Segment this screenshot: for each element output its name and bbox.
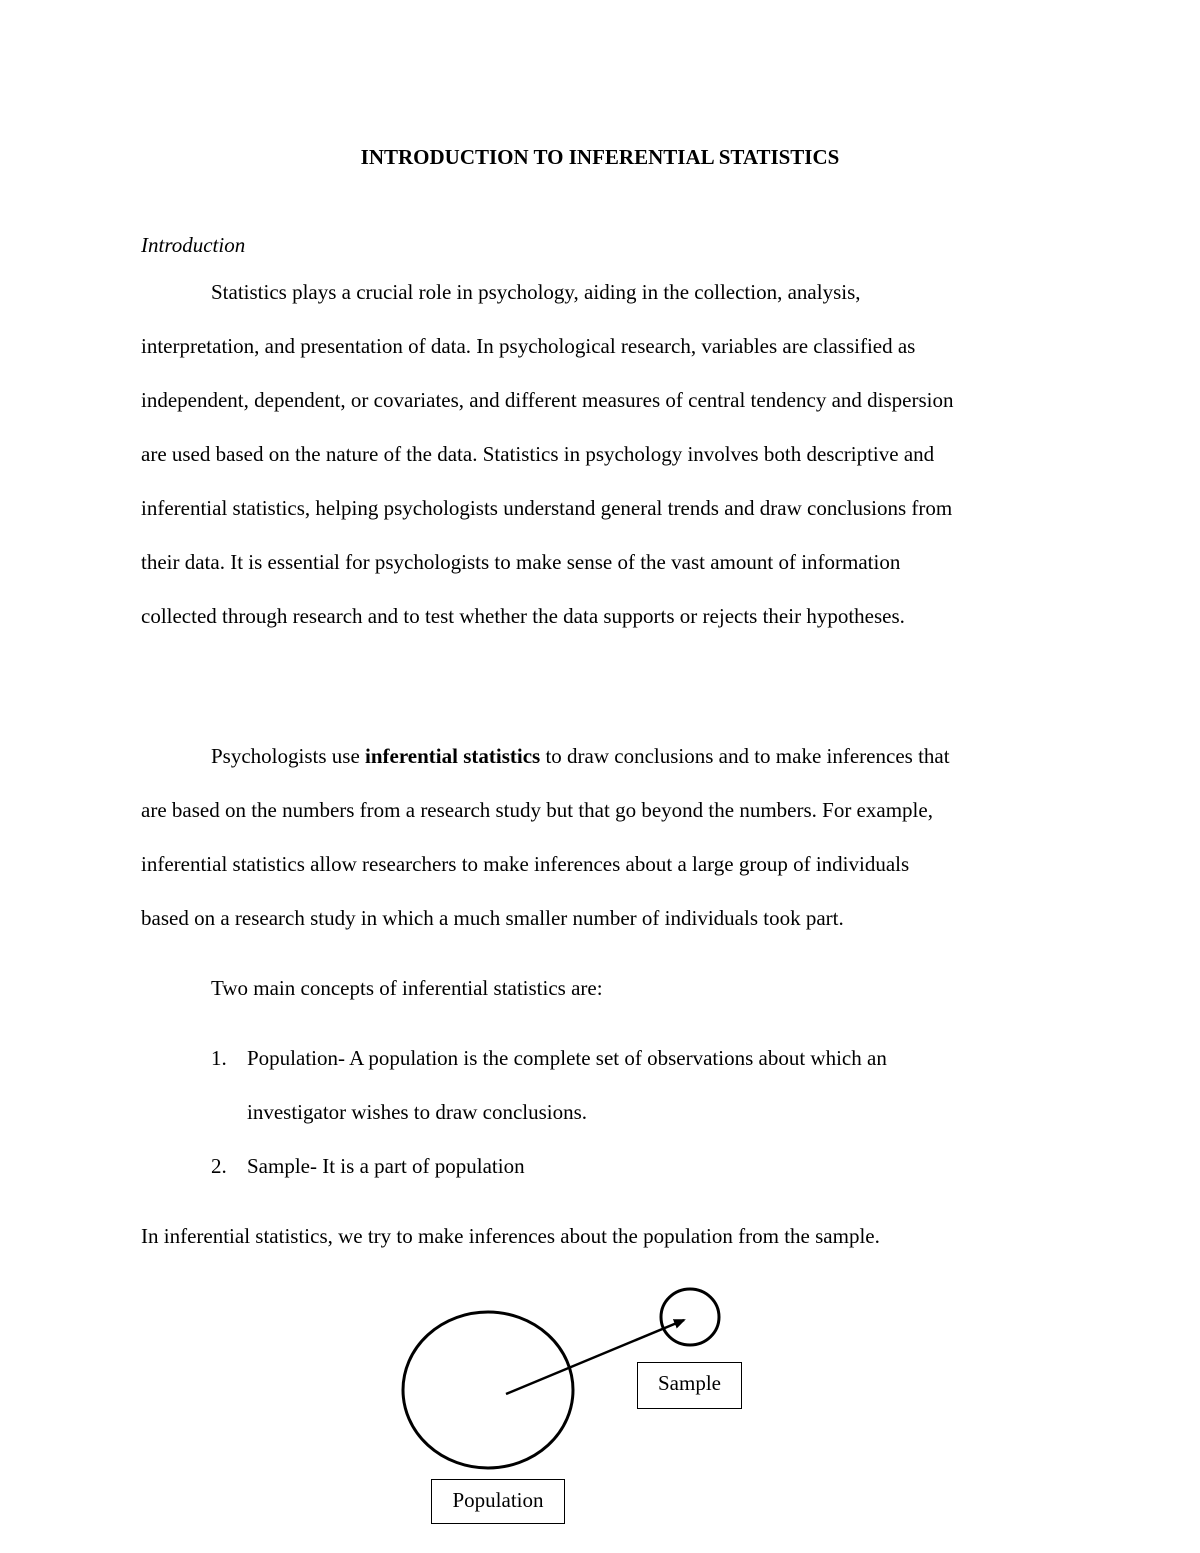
paragraph2-bold-term: inferential statistics xyxy=(365,744,541,768)
population-label: Population xyxy=(452,1488,544,1512)
paragraph1-line-3: independent, dependent, or covariates, and different measures of central tendency and dispersion xyxy=(141,388,954,412)
paragraph1-line-7: collected through research and to test whether the data supports or rejects their hypotheses. xyxy=(141,604,905,628)
sample-label: Sample xyxy=(658,1371,721,1395)
list-number-2: 2. xyxy=(211,1154,227,1178)
paragraph2-line-4: based on a research study in which a much smaller number of individuals took part. xyxy=(141,906,844,930)
paragraph1-line-5: inferential statistics, helping psychologists understand general trends and draw conclusions from xyxy=(141,496,953,520)
paragraph1-line-1: Statistics plays a crucial role in psychology, aiding in the collection, analysis, xyxy=(211,280,861,304)
paragraph2-text-before: Psychologists use xyxy=(211,744,366,768)
document-title: INTRODUCTION TO INFERENTIAL STATISTICS xyxy=(360,145,840,169)
population-label-box xyxy=(431,1479,565,1524)
list-item-2-line-1: Sample- It is a part of population xyxy=(247,1154,525,1178)
list-number-1: 1. xyxy=(211,1046,227,1070)
paragraph2-line-3: inferential statistics allow researchers to make inferences about a large group of individuals xyxy=(141,852,910,876)
list-item-1-line-1: Population- A population is the complete set of observations about which an xyxy=(247,1046,887,1070)
sample-circle xyxy=(661,1289,719,1345)
section-heading-introduction: Introduction xyxy=(141,233,246,257)
sample-label-box xyxy=(637,1362,742,1409)
paragraph1-line-6: their data. It is essential for psychologists to make sense of the vast amount of information xyxy=(141,550,901,574)
list-item-1-line-2: investigator wishes to draw conclusions. xyxy=(247,1100,588,1124)
concepts-intro: Two main concepts of inferential statistics are: xyxy=(211,976,603,1000)
paragraph1-line-4: are used based on the nature of the data. Statistics in psychology involves both descriptive and xyxy=(141,442,935,466)
conclusion-sentence: In inferential statistics, we try to make inferences about the population from the sample. xyxy=(141,1224,880,1248)
paragraph1-line-2: interpretation, and presentation of data. In psychological research, variables are classified as xyxy=(141,334,916,358)
paragraph2-text-after: to draw conclusions and to make inferences that xyxy=(540,744,950,768)
paragraph2-line-2: are based on the numbers from a research study but that go beyond the numbers. For example, xyxy=(141,798,933,822)
population-circle xyxy=(403,1312,573,1468)
